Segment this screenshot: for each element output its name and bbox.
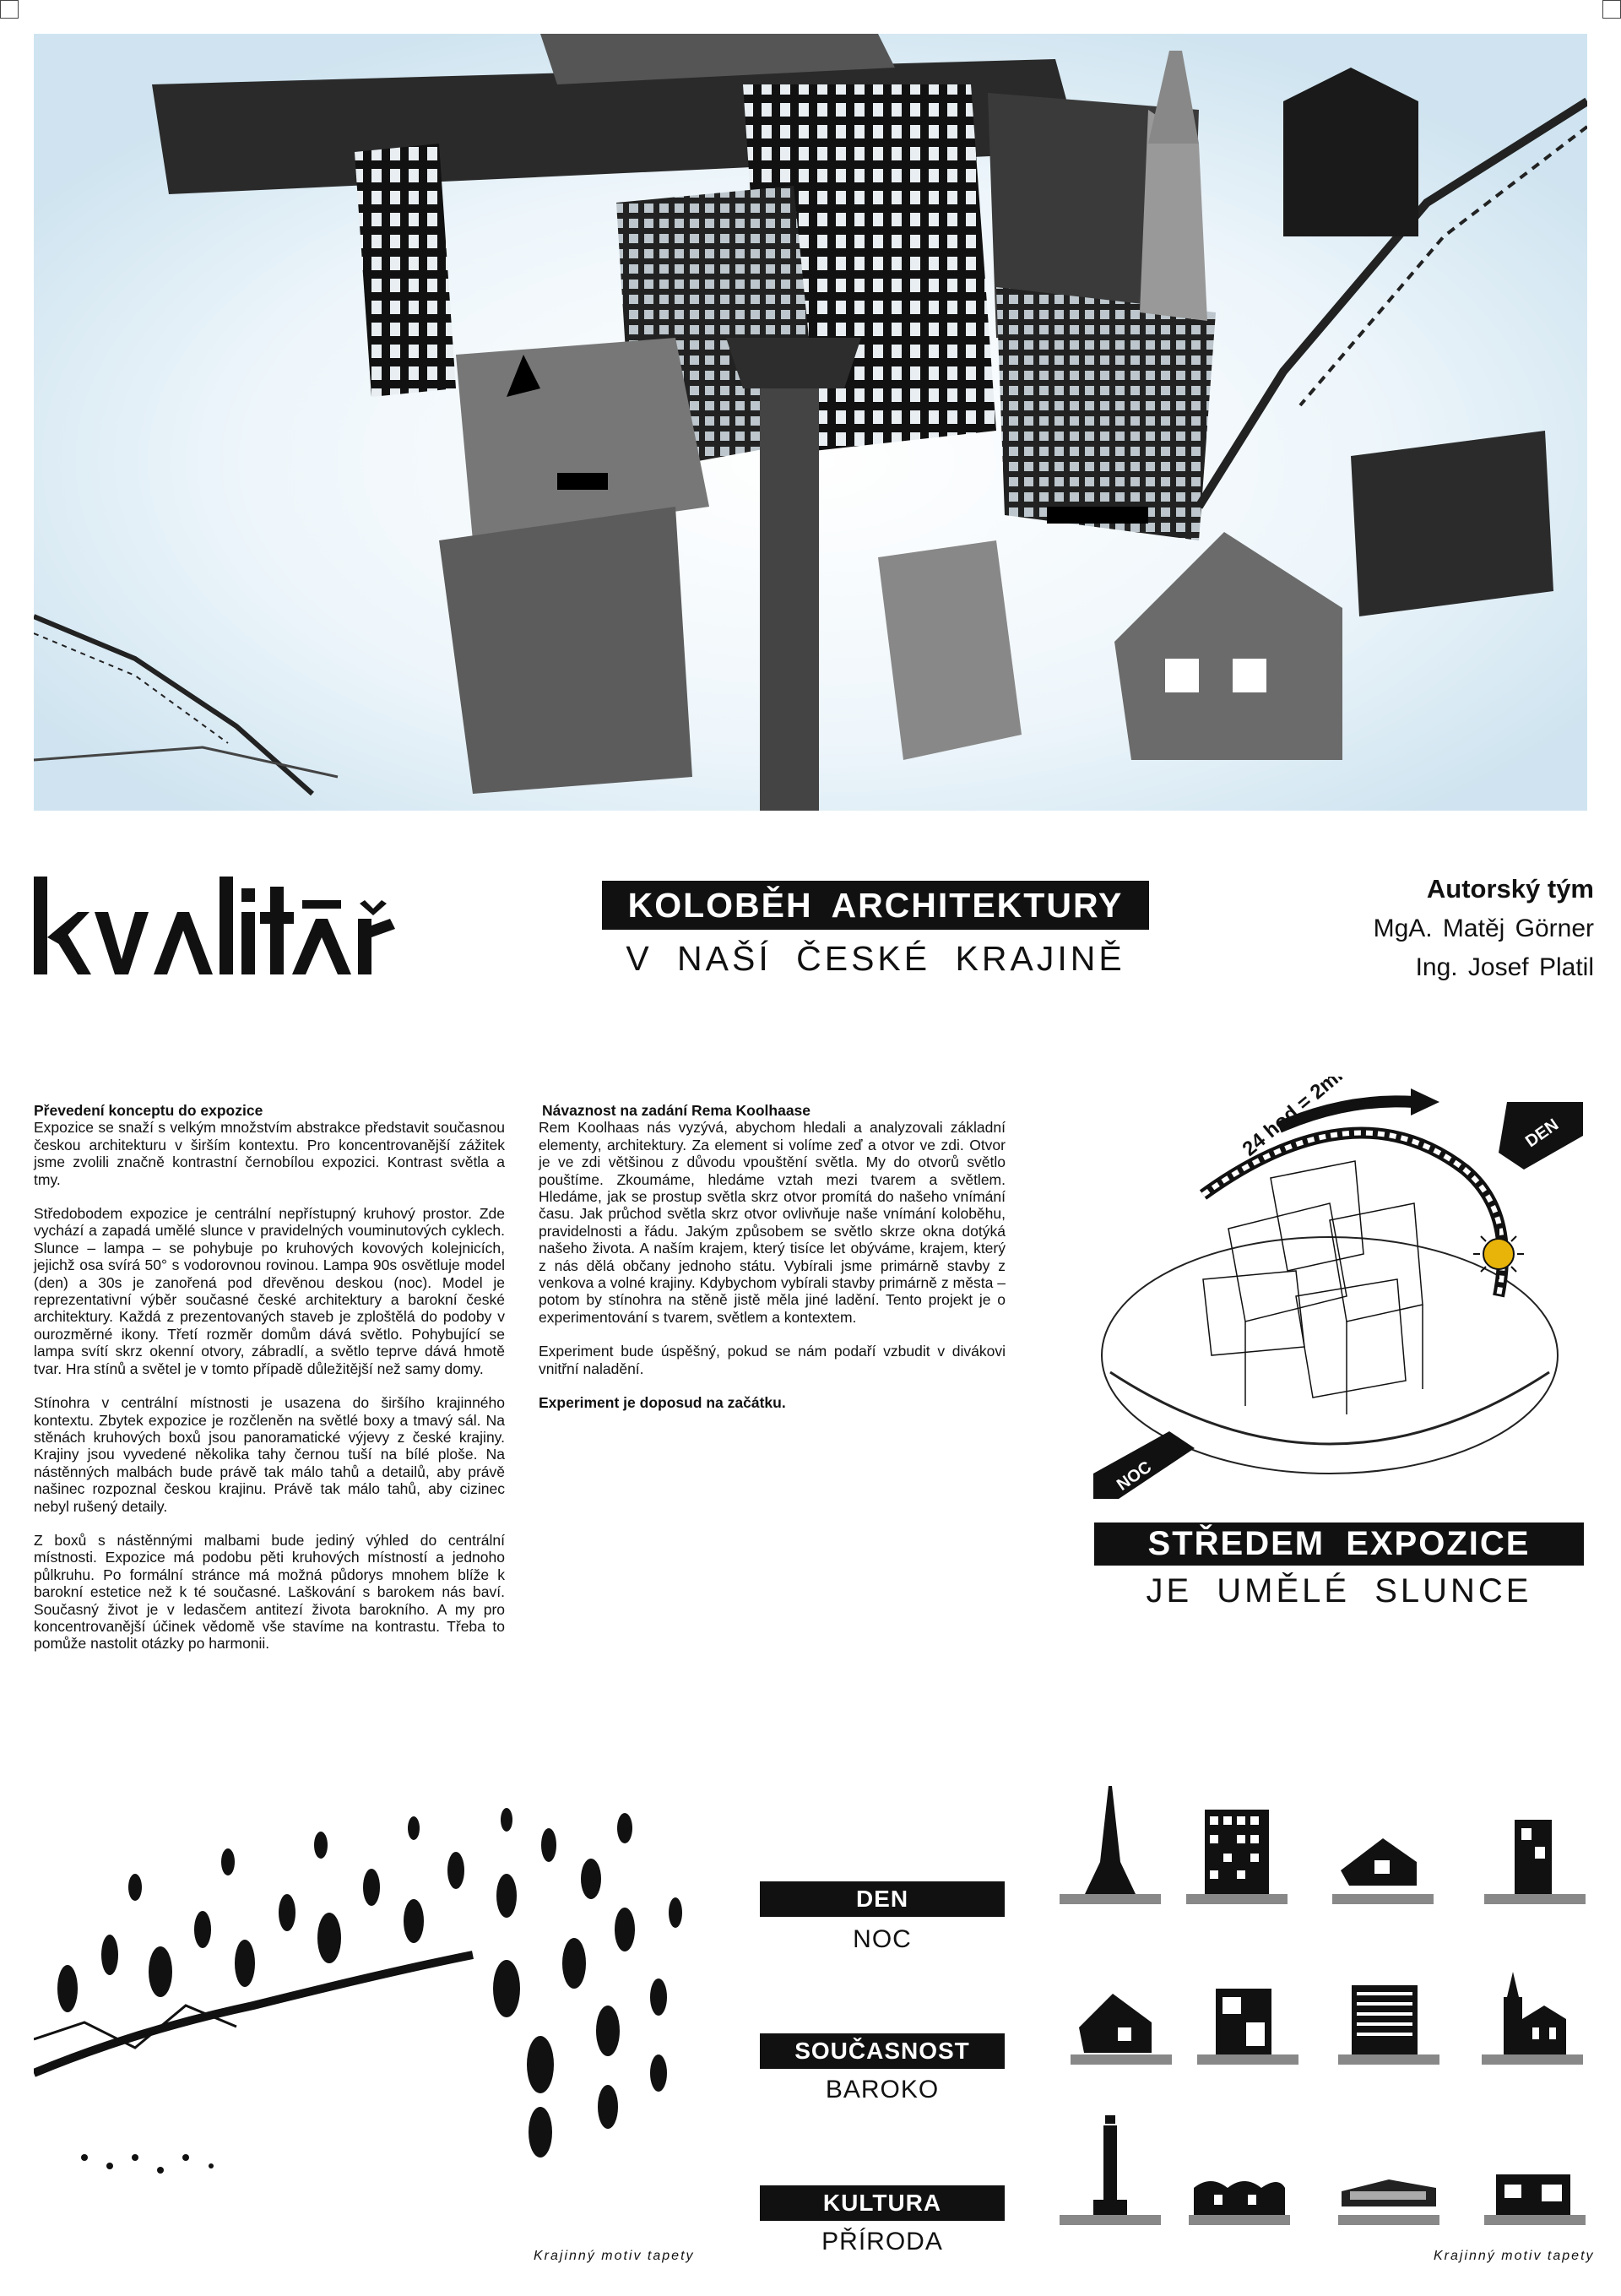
column-heading: Převedení konceptu do expozice xyxy=(34,1102,263,1119)
paragraph: Stínohra v centrální místnosti je usazena do širšího krajinného kontextu. Zbytek expozice je rozčleněn na světlé boxy a tmavý sál. Na stěnách kruhových boxů jsou panoramatické výjevy z české krajiny. Krajiny jsou vyvedené několika tahy černou tuší na bílé ploše. Na nástěnných malbách bude právě tak málo tahů a detailů, aby právě našinec rozpoznal českou krajinu. Právě tak málo tahů, aby cizinec nebyl rušený detaily. xyxy=(34,1394,505,1515)
building-box-house-icon xyxy=(1197,1946,1298,2065)
hero-collage-image xyxy=(34,34,1587,811)
building-glass-pavilion-icon xyxy=(1338,2107,1439,2225)
building-farmstead-icon xyxy=(1189,2107,1290,2225)
column-heading: Návaznost na zadání Rema Koolhaase xyxy=(542,1102,811,1119)
sun-cycle-drawing xyxy=(1076,1077,1591,1516)
pair-label-priroda: PŘÍRODA xyxy=(821,2228,943,2255)
arc-label: 24 hod = 2min xyxy=(1238,1077,1357,1161)
building-apartment-block-icon xyxy=(1186,1786,1288,1904)
paragraph: Z boxů s nástěnnými malbami bude jediný výhled do centrální místnosti. Expozice má podobu pěti kruhových místností a jednoho půlkruhu. Po formální stránce má možná půdorys mnohem blíže k barokní estetice než k té současné. Laškování s barokem nás baví. Současný život je v ledasčem antitezí života barokního. A my pro koncentrovanější účinek vědomě vše stavíme na kontrastu. Třeba to pomůže nastolit otázky po harmonii. xyxy=(34,1531,505,1653)
landscape-drawing xyxy=(34,1794,709,2234)
kvalitar-logo xyxy=(34,870,397,980)
title-line2: V NAŠÍ ČESKÉ KRAJINĚ xyxy=(626,939,1125,978)
caption-right: Krajinný motiv tapety xyxy=(1434,2249,1595,2263)
paragraph: Rem Koolhaas nás vyzývá, abychom hledali a analyzovali základní elementy, architektury. Za element si volíme zeď a otvor ve zdi. Otvor je ve zdi většinou z důvodu vpouštění světla. My do otvorů světlo pouštíme. Zkoumáme, hledáme vztah mezi tvarem a světlem. Hledáme, jak se prostup světla skrz otvor promítá do našeho vnímání času. Jak průchod světla skrz otvor ovlivňuje naše vnímání koloběhu, pravidelnosti a řádu. Jakým způsobem se světlo skrze okna dotýká našeho života. A naším krajem, který tisíce let obýváme, krajem, který z nás dělá občany jednoho státu. Vybírali jsme primárně stavby z venkova a volné krajiny. Kdybychom vybírali stavby primárně z města – potom by stínohra na stěně jistě měla jiné ladění. Tento projekt je o experimentování s tvarem, světlem a kontextem. xyxy=(539,1119,1006,1326)
pair-label-soucasnost: SOUČASNOST xyxy=(760,2033,1005,2069)
sun-cycle-diagram xyxy=(1076,1077,1591,1516)
pair-label-noc: NOC xyxy=(853,1925,912,1953)
building-flat-roof-house-icon xyxy=(1484,2107,1586,2225)
building-modern-house-icon xyxy=(1332,1786,1434,1904)
author-name: MgA. Matěj Görner xyxy=(1373,915,1594,942)
title-line1: KOLOBĚH ARCHITEKTURY xyxy=(602,881,1149,930)
building-gabled-house-icon xyxy=(1071,1946,1172,2065)
noc-label: NOC xyxy=(1114,1457,1156,1495)
authors-heading: Autorský tým xyxy=(1426,874,1594,904)
building-baroque-church-icon xyxy=(1482,1946,1583,2065)
pair-label-den: DEN xyxy=(760,1881,1005,1917)
building-grid-office-icon xyxy=(1338,1946,1439,2065)
author-name: Ing. Josef Platil xyxy=(1415,953,1594,981)
building-small-tower-icon xyxy=(1484,1786,1586,1904)
pair-label-kultura: KULTURA xyxy=(760,2185,1005,2221)
center-subheading: JE UMĚLÉ SLUNCE xyxy=(1146,1572,1532,1609)
collage-illustration xyxy=(34,34,1587,811)
center-heading: STŘEDEM EXPOZICE xyxy=(1094,1523,1584,1566)
kvalitar-logo-graphic xyxy=(34,870,397,980)
den-label: DEN xyxy=(1521,1115,1563,1152)
building-column-monument-icon xyxy=(1060,2107,1161,2225)
paragraph: Středobodem expozice je centrální nepřístupný kruhový prostor. Zde vychází a zapadá umělé slunce v pravidelných vouminutových cyklech. Slunce – lampa – se pohybuje po kruhových kovových kolejnicích, jejichž osa svírá 50° s vodorovnou rovinou. Lampa 90s osvětluje model (den) a 30s je zanořená pod dřevěnou deskou (noc). Model je reprezentativní výběr současné české architektury a barokní české architektury. Každá z prezentovaných staveb je zploštělá do podoby v ourozměrné ikony. Třetí rozměr domům dává světlo. Pohybující se lampa svítí skrz okenní otvory, zábradlí, a světlo teprve dává hmotě tvar. Hra stínů a světel je v tomto případě důležitější než samy domy. xyxy=(34,1205,505,1377)
crop-mark-top-left xyxy=(0,0,19,19)
building-tower-spire-icon xyxy=(1060,1786,1161,1904)
crop-mark-top-right xyxy=(1602,0,1621,19)
landscape-motif-illustration xyxy=(34,1794,709,2234)
text-column-koolhaas xyxy=(539,1102,1006,1429)
text-column-concept xyxy=(34,1102,505,1669)
authors-block xyxy=(1256,874,1594,992)
closing-statement: Experiment je doposud na začátku. xyxy=(539,1394,786,1412)
pair-label-baroko: BAROKO xyxy=(825,2076,940,2103)
paragraph: Expozice se snaží s velkým množstvím abstrakce představit současnou českou architekturu v širším kontextu. Pro koncentrovanější zážitek jsme zvolili značně kontrastní černobílou expozici. Kontrast světla a tmy. xyxy=(34,1119,505,1188)
caption-left: Krajinný motiv tapety xyxy=(534,2249,695,2263)
paragraph: Experiment bude úspěšný, pokud se nám podaří vzbudit v divákovi vnitřní naladění. xyxy=(539,1343,1006,1377)
